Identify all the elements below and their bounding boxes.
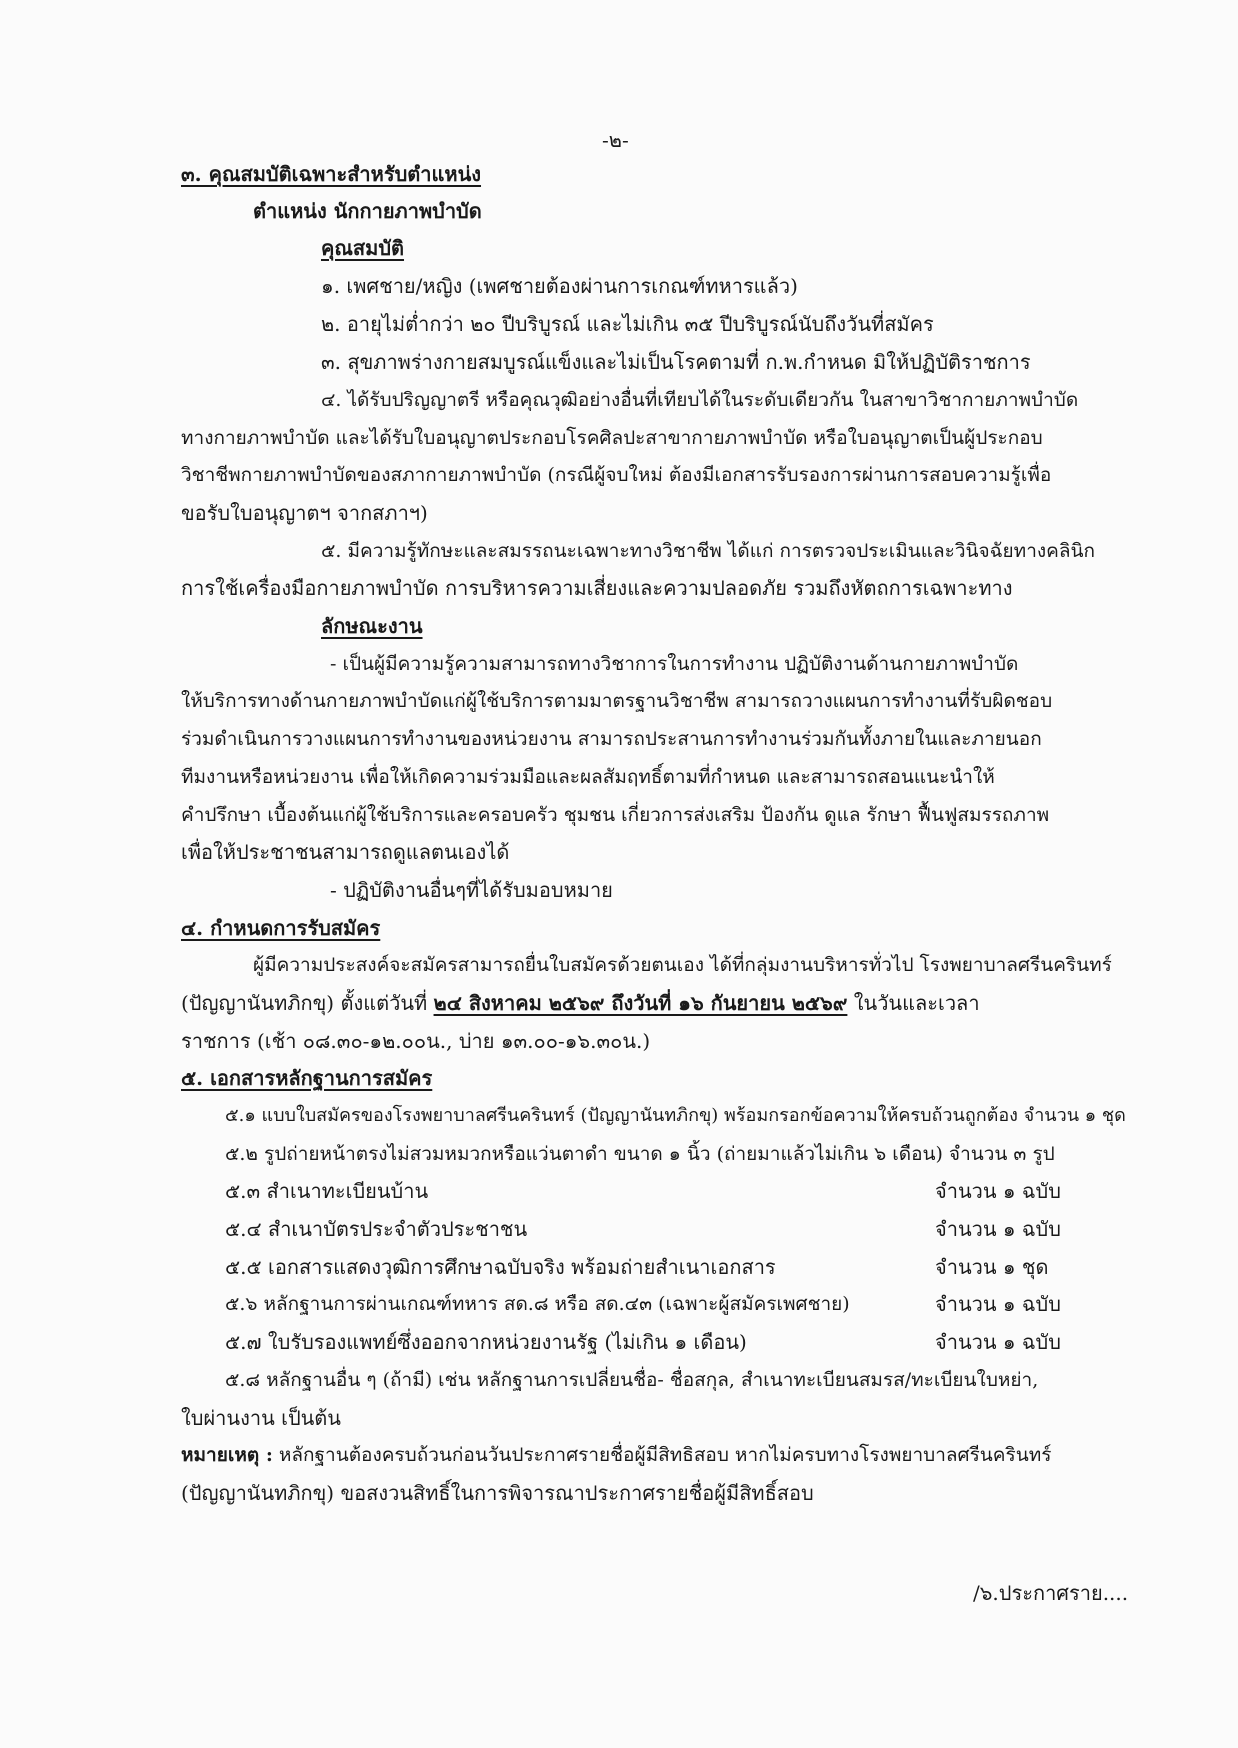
- application-period-line3: ราชการ (เช้า ๐๘.๓๐-๑๒.๐๐น., บ่าย ๑๓.๐๐-๑๖.๓๐น.): [181, 1029, 651, 1053]
- job-description-line2: ให้บริการทางด้านกายภาพบำบัดแก่ผู้ใช้บริการตามมาตรฐานวิชาชีพ สามารถวางแผนการทำงานที่รับผิดชอบ: [181, 690, 1053, 712]
- qualification-item-4-line2: ทางกายภาพบำบัด และได้รับใบอนุญาตประกอบโรคศิลปะสาขากายภาพบำบัด หรือใบอนุญาตเป็นผู้ประกอบ: [181, 427, 1043, 449]
- qualification-item-4-line3: วิชาชีพกายภาพบำบัดของสภากายภาพบำบัด (กรณีผู้จบใหม่ ต้องมีเอกสารรับรองการผ่านการสอบความรู้เพื่อ: [181, 464, 1052, 486]
- application-period-prefix: (ปัญญานันทภิกขุ) ตั้งแต่วันที่: [181, 991, 434, 1015]
- application-period-line2: [181, 990, 980, 1016]
- note-line2: (ปัญญานันทภิกขุ) ขอสงวนสิทธิ์ในการพิจารณาประกาศรายชื่อผู้มีสิทธิ์สอบ: [181, 1481, 814, 1505]
- document-item-5-2: ๕.๒ รูปถ่ายหน้าตรงไม่สวมหมวกหรือแว่นตาดำ ขนาด ๑ นิ้ว (ถ่ายมาแล้วไม่เกิน ๖ เดือน) จำนวน ๓ รูป: [225, 1143, 1055, 1165]
- qualification-item-4-line1: ๔. ได้รับปริญญาตรี หรือคุณวุฒิอย่างอื่นที่เทียบได้ในระดับเดียวกัน ในสาขาวิชากายภาพบำบัด: [321, 389, 1079, 411]
- section5-heading: ๕. เอกสารหลักฐานการสมัคร: [181, 1066, 433, 1090]
- document-item-5-4-amount: จำนวน ๑ ฉบับ: [935, 1217, 1061, 1241]
- qualification-item-5-line2: การใช้เครื่องมือกายภาพบำบัด การบริหารความเสี่ยงและความปลอดภัย รวมถึงหัตถการเฉพาะทาง: [181, 576, 1013, 600]
- job-description-line1: - เป็นผู้มีความรู้ความสามารถทางวิชาการในการทำงาน ปฏิบัติงานด้านกายภาพบำบัด: [330, 653, 1019, 675]
- section4-heading: ๔. กำหนดการรับสมัคร: [181, 916, 381, 940]
- position-title: ตำแหน่ง นักกายภาพบำบัด: [253, 199, 482, 223]
- qualification-item-4-line4: ขอรับใบอนุญาตฯ จากสภาฯ): [181, 501, 428, 525]
- document-item-5-5-amount: จำนวน ๑ ชุด: [935, 1255, 1049, 1279]
- job-description-line5: คำปรึกษา เบื้องต้นแก่ผู้ใช้บริการและครอบครัว ชุมชน เกี่ยวการส่งเสริม ป้องกัน ดูแล รักษา ฟื้นฟูสมรรถภาพ: [181, 804, 1050, 826]
- document-item-5-7: ๕.๗ ใบรับรองแพทย์ซึ่งออกจากหน่วยงานรัฐ (ไม่เกิน ๑ เดือน): [225, 1330, 747, 1354]
- qualification-item-1: ๑. เพศชาย/หญิง (เพศชายต้องผ่านการเกณฑ์ทหารแล้ว): [321, 274, 798, 298]
- qualification-item-2: ๒. อายุไม่ต่ำกว่า ๒๐ ปีบริบูรณ์ และไม่เกิน ๓๕ ปีบริบูรณ์นับถึงวันที่สมัคร: [321, 312, 934, 336]
- job-description-title: ลักษณะงาน: [321, 614, 423, 638]
- document-item-5-8-line1: ๕.๘ หลักฐานอื่น ๆ (ถ้ามี) เช่น หลักฐานการเปลี่ยนชื่อ- ชื่อสกุล, สำเนาทะเบียนสมรส/ทะเบียนใบหย่า,: [225, 1369, 1039, 1391]
- document-item-5-3: ๕.๓ สำเนาทะเบียนบ้าน: [225, 1179, 429, 1203]
- note-text-1: หลักฐานต้องครบถ้วนก่อนวันประกาศรายชื่อผู้มีสิทธิสอบ หากไม่ครบทางโรงพยาบาลศรีนครินทร์: [272, 1444, 1052, 1466]
- next-page-reference: /๖.ประกาศราย....: [973, 1581, 1129, 1605]
- document-item-5-4: ๕.๔ สำเนาบัตรประจำตัวประชาชน: [225, 1217, 528, 1241]
- document-item-5-8-line2: ใบผ่านงาน เป็นต้น: [181, 1406, 341, 1430]
- application-period-line1: ผู้มีความประสงค์จะสมัครสามารถยื่นใบสมัครด้วยตนเอง ได้ที่กลุ่มงานบริหารทั่วไป โรงพยาบาลศรีนครินทร์: [253, 954, 1112, 976]
- application-period-suffix: ในวันและเวลา: [847, 991, 980, 1015]
- section3-heading: ๓. คุณสมบัติเฉพาะสำหรับตำแหน่ง: [181, 162, 482, 186]
- job-description-line6: เพื่อให้ประชาชนสามารถดูแลตนเองได้: [181, 840, 510, 864]
- note-line1: [181, 1442, 1051, 1468]
- page-number: -๒-: [602, 128, 629, 152]
- document-item-5-7-amount: จำนวน ๑ ฉบับ: [935, 1330, 1061, 1354]
- qualification-item-3: ๓. สุขภาพร่างกายสมบูรณ์แข็งและไม่เป็นโรคตามที่ ก.พ.กำหนด มิให้ปฏิบัติราชการ: [321, 350, 1031, 374]
- document-item-5-1: ๕.๑ แบบใบสมัครของโรงพยาบาลศรีนครินทร์ (ปัญญานันทภิกขุ) พร้อมกรอกข้อความให้ครบถ้วนถูกต้อง จำนวน ๑ ชุด: [225, 1105, 1126, 1126]
- qualification-title: คุณสมบัติ: [321, 236, 405, 260]
- qualification-item-5-line1: ๕. มีความรู้ทักษะและสมรรถนะเฉพาะทางวิชาชีพ ได้แก่ การตรวจประเมินและวินิจฉัยทางคลินิก: [321, 540, 1095, 562]
- application-dates: ๒๔ สิงหาคม ๒๕๖๙ ถึงวันที่ ๑๖ กันยายน ๒๕๖๙: [433, 991, 848, 1015]
- document-item-5-3-amount: จำนวน ๑ ฉบับ: [935, 1179, 1061, 1203]
- job-description-line4: ทีมงานหรือหน่วยงาน เพื่อให้เกิดความร่วมมือและผลสัมฤทธิ์ตามที่กำหนด และสามารถสอนแนะนำให้: [181, 766, 995, 788]
- document-item-5-5: ๕.๕ เอกสารแสดงวุฒิการศึกษาฉบับจริง พร้อมถ่ายสำเนาเอกสาร: [225, 1255, 776, 1279]
- job-description-line7: - ปฏิบัติงานอื่นๆที่ได้รับมอบหมาย: [330, 878, 613, 902]
- document-item-5-6: ๕.๖ หลักฐานการผ่านเกณฑ์ทหาร สด.๘ หรือ สด.๔๓ (เฉพาะผู้สมัครเพศชาย): [225, 1293, 850, 1315]
- job-description-line3: ร่วมดำเนินการวางแผนการทำงานของหน่วยงาน สามารถประสานการทำงานร่วมกันทั้งภายในและภายนอก: [181, 728, 1042, 750]
- document-item-5-6-amount: จำนวน ๑ ฉบับ: [935, 1292, 1061, 1316]
- note-label: หมายเหตุ :: [181, 1444, 273, 1466]
